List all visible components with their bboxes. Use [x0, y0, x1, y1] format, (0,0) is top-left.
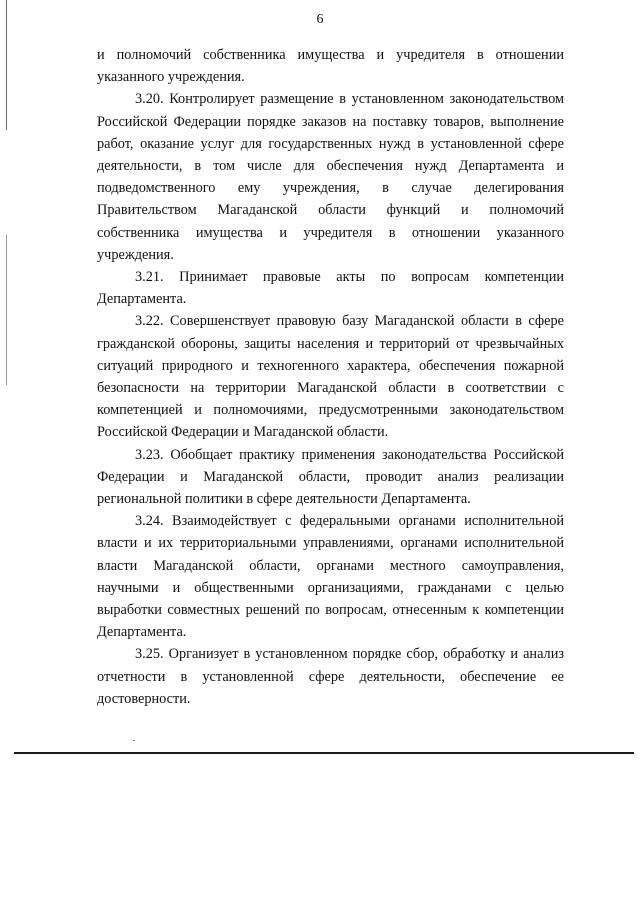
scan-speck — [133, 740, 135, 741]
document-body — [97, 44, 564, 710]
paragraph-continuation: и полномочий собственника имущества и учредителя в отношении указанного учреждения. — [97, 47, 564, 86]
paragraph-3-23: 3.23. Обобщает практику применения законодательства Российской Федерации и Магаданской области, проводит анализ реализации региональной политики в сфере деятельности Департамента. — [97, 446, 564, 508]
page-number: 6 — [316, 12, 324, 27]
scan-edge-mark-lower — [6, 235, 7, 385]
paragraph-3-21: 3.21. Принимает правовые акты по вопросам компетенции Департамента. — [97, 269, 564, 308]
paragraph-3-25: 3.25. Организует в установленном порядке сбор, обработку и анализ отчетности в установленной сфере деятельности, обеспечение ее достоверности. — [97, 646, 564, 707]
paragraph-3-22: 3.22. Совершенствует правовую базу Магаданской области в сфере гражданской обороны, защиты населения и территорий от чрезвычайных ситуаций природного и техногенного характера, обеспечения пожарной безопасности на территории Магаданской области в соответствии с компетенцией и полномочиями, предусмотренными законодательством Российской Федерации и Магаданской области. — [97, 313, 564, 441]
page-bottom-rule — [14, 752, 634, 754]
paragraph-3-20: 3.20. Контролирует размещение в установленном законодательством Российской Федерации порядке заказов на поставку товаров, выполнение работ, оказание услуг для государственных нужд в установленной сфере деятельности, в том числе для обеспечения нужд Департамента и подведомственного ему учреждения, в случае делегирования Правительством Магаданской области функций и полномочий собственника имущества и учредителя в отношении указанного учреждения. — [97, 91, 564, 263]
paragraph-3-24: 3.24. Взаимодействует с федеральными органами исполнительной власти и их территориальными управлениями, органами исполнительной власти Магаданской области, органами местного самоуправления, научными и общественными организациями, гражданами с целью выработки совместных решений по вопросам, отнесенным к компетенции Департамента. — [97, 513, 564, 641]
